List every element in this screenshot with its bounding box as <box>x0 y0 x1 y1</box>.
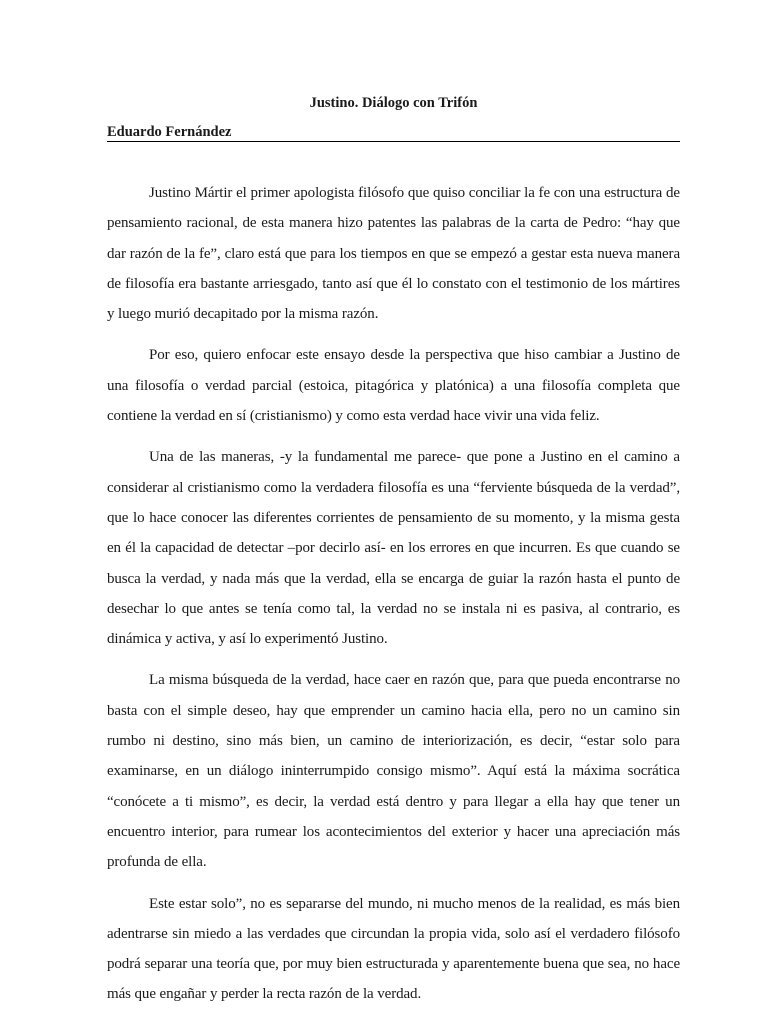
author-name: Eduardo Fernández <box>107 124 680 142</box>
document-body <box>107 178 680 1021</box>
document-title: Justino. Diálogo con Trifón <box>309 95 478 111</box>
paragraph-5: Este estar solo”, no es separarse del mundo, ni mucho menos de la realidad, es más bien adentrarse sin miedo a las verdades que circundan la propia vida, solo así el verdadero filósofo podrá separar una teoría que, por muy bien estructurada y aparentemente buena que sea, no hace más que engañar y perder la recta razón de la verdad. <box>107 895 680 1003</box>
paragraph-4: La misma búsqueda de la verdad, hace caer en razón que, para que pueda encontrarse no basta con el simple deseo, hay que emprender un camino hacia ella, pero no un camino sin rumbo ni destino, sino más bien, un camino de interiorización, es decir, “estar solo para examinarse, en un diálogo ininterrumpido consigo mismo”. Aquí está la máxima socrática “conócete a ti mismo”, es decir, la verdad está dentro y para llegar a ella hay que tener un encuentro interior, para rumear los acontecimientos del exterior y hacer una apreciación más profunda de ella. <box>107 672 680 871</box>
paragraph-2: Por eso, quiero enfocar este ensayo desde la perspectiva que hiso cambiar a Justino de una filosofía o verdad parcial (estoica, pitagórica y platónica) a una filosofía completa que contiene la verdad en sí (cristianismo) y como esta verdad hace vivir una vida feliz. <box>107 347 680 425</box>
paragraph-3: Una de las maneras, -y la fundamental me parece- que pone a Justino en el camino a considerar al cristianismo como la verdadera filosofía es una “ferviente búsqueda de la verdad”, que lo hace conocer las diferentes corrientes de pensamiento de su momento, y la misma gesta en él la capacidad de detectar –por decirlo así- en los errores en que incurren. Es que cuando se busca la verdad, y nada más que la verdad, ella se encarga de guiar la razón hasta el punto de desechar lo que antes se tenía como tal, la verdad no se instala ni es pasiva, al contrario, es dinámica y activa, y así lo experimentó Justino. <box>107 449 680 648</box>
paragraph-1: Justino Mártir el primer apologista filósofo que quiso conciliar la fe con una estructura de pensamiento racional, de esta manera hizo patentes las palabras de la carta de Pedro: “hay que dar razón de la fe”, claro está que para los tiempos en que se empezó a gestar esta nueva manera de filosofía era bastante arriesgado, tanto así que él lo constato con el testimonio de los mártires y luego murió decapitado por la misma razón. <box>107 185 680 323</box>
